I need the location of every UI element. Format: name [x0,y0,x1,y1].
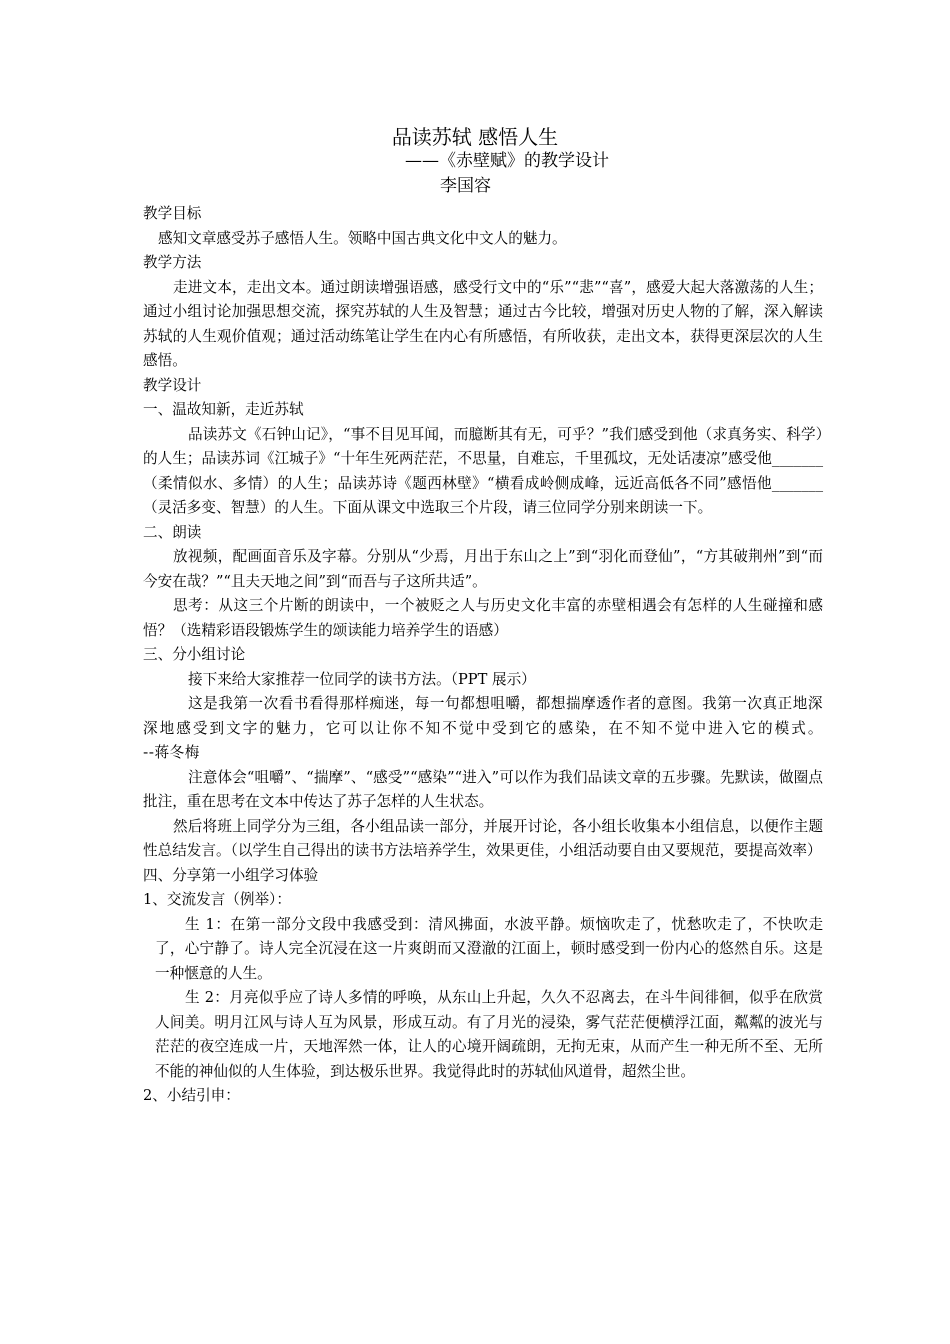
part2-heading: 二、朗读 [143,523,202,541]
part1-text: 品读苏文《石钟山记》，“事不目见耳闻，而臆断其有无，可乎？”我们感受到他（求真务实、科学）的人生；品读苏词《江城子》“十年生死两茫茫，不思量，自难忘，千里孤坟，无处话凄凉”感受他_______（柔情似水、多情）的人生；品读苏诗《题西林壁》“横看成岭侧成峰，远近高低各不同”感悟他_______（灵活多变、智慧）的人生。下面从课文中选取三个片段，请三位同学分别来朗读一下。 [143,425,823,516]
part4-subheading-1: 1、交流发言（例举）： [143,891,291,908]
author-name: 李国容 [440,176,491,196]
part1-heading: 一、温故知新，走近苏轼 [143,401,304,418]
part4-subheading-2: 2、小结引申： [143,1087,240,1104]
method-heading: 教学方法 [143,254,202,271]
part3-quote: 这是我第一次看书看得那样痴迷，每一句都想咀嚼，都想揣摩透作者的意图。我第一次真正地深深地感受到文字的魅力，它可以让你不知不觉中受到它的感染，在不知不觉中进入它的模式。 --蒋冬梅 [143,695,916,761]
part3-heading: 三、分小组讨论 [143,646,246,663]
part2-text-2: 思考：从这三个片断的朗读中，一个被贬之人与历史文化丰富的赤壁相遇会有怎样的人生碰撞和感悟？（选精彩语段锻炼学生的颂读能力培养学生的语感） [143,597,823,639]
page-title: 品读苏轼 感悟人生 [391,125,559,149]
goal-text: 感知文章感受苏子感悟人生。领略中国古典文化中文人的魅力。 [158,229,567,247]
student-1-text: 生 1：在第一部分文段中我感受到：清风拂面，水波平静。烦恼吹走了，忧愁吹走了，不快吹走了，心宁静了。诗人完全沉浸在这一片爽朗而又澄澈的江面上，顿时感受到一份内心的悠然自乐。这是一种惬意的人生。 [155,915,823,982]
method-text: 走进文本，走出文本。通过朗读增强语感，感受行文中的“乐”“悲”“喜”，感爱大起大落激荡的人生；通过小组讨论加强思想交流，探究苏轼的人生及智慧；通过古今比较，增强对历史人物的了解，深入解读苏轼的人生观价值观；通过活动练笔让学生在内心有所感悟，有所收获，走出文本，获得更深层次的人生感悟。 [143,278,823,369]
part4-heading: 四、分享第一小组学习体验 [143,866,319,884]
page-subtitle: ——《赤壁赋》的教学设计 [405,151,609,171]
part3-text-2: 注意体会“咀嚼”、“揣摩”、“感受”“感染”“进入”可以作为我们品读文章的五步骤。先默读，做圈点批注，重在思考在文本中传达了苏子怎样的人生状态。 [143,768,823,810]
part2-text-1: 放视频，配画面音乐及字幕。分别从“少焉，月出于东山之上”到“羽化而登仙”，“方其破荆州”到“而今安在哉？”“且夫天地之间”到“而吾与子这所共适”。 [143,548,823,590]
part3-text-1: 接下来给大家推荐一位同学的读书方法。（PPT 展示） [188,670,536,688]
part3-text-3: 然后将班上同学分为三组，各小组品读一部分，并展开讨论，各小组长收集本小组信息，以便作主题性总结发言。（以学生自己得出的读书方法培养学生，效果更佳，小组活动要自由又要规范，要提高效率） [143,817,823,859]
student-2-text: 生 2：月亮似乎应了诗人多情的呼唤，从东山上升起，久久不忍离去，在斗牛间徘徊，似乎在欣赏人间美。明月江风与诗人互为风景，形成互动。有了月光的浸染，雾气茫茫便横浮江面，粼粼的波光与茫茫的夜空连成一片，天地浑然一体，让人的心境开阔疏朗，无拘无束，从而产生一种无所不至、无所不能的神仙似的人生体验，到达极乐世界。我觉得此时的苏轼仙风道骨，超然尘世。 [155,989,823,1080]
goal-heading: 教学目标 [143,205,202,222]
design-heading: 教学设计 [143,376,202,394]
document-body [143,202,916,1109]
